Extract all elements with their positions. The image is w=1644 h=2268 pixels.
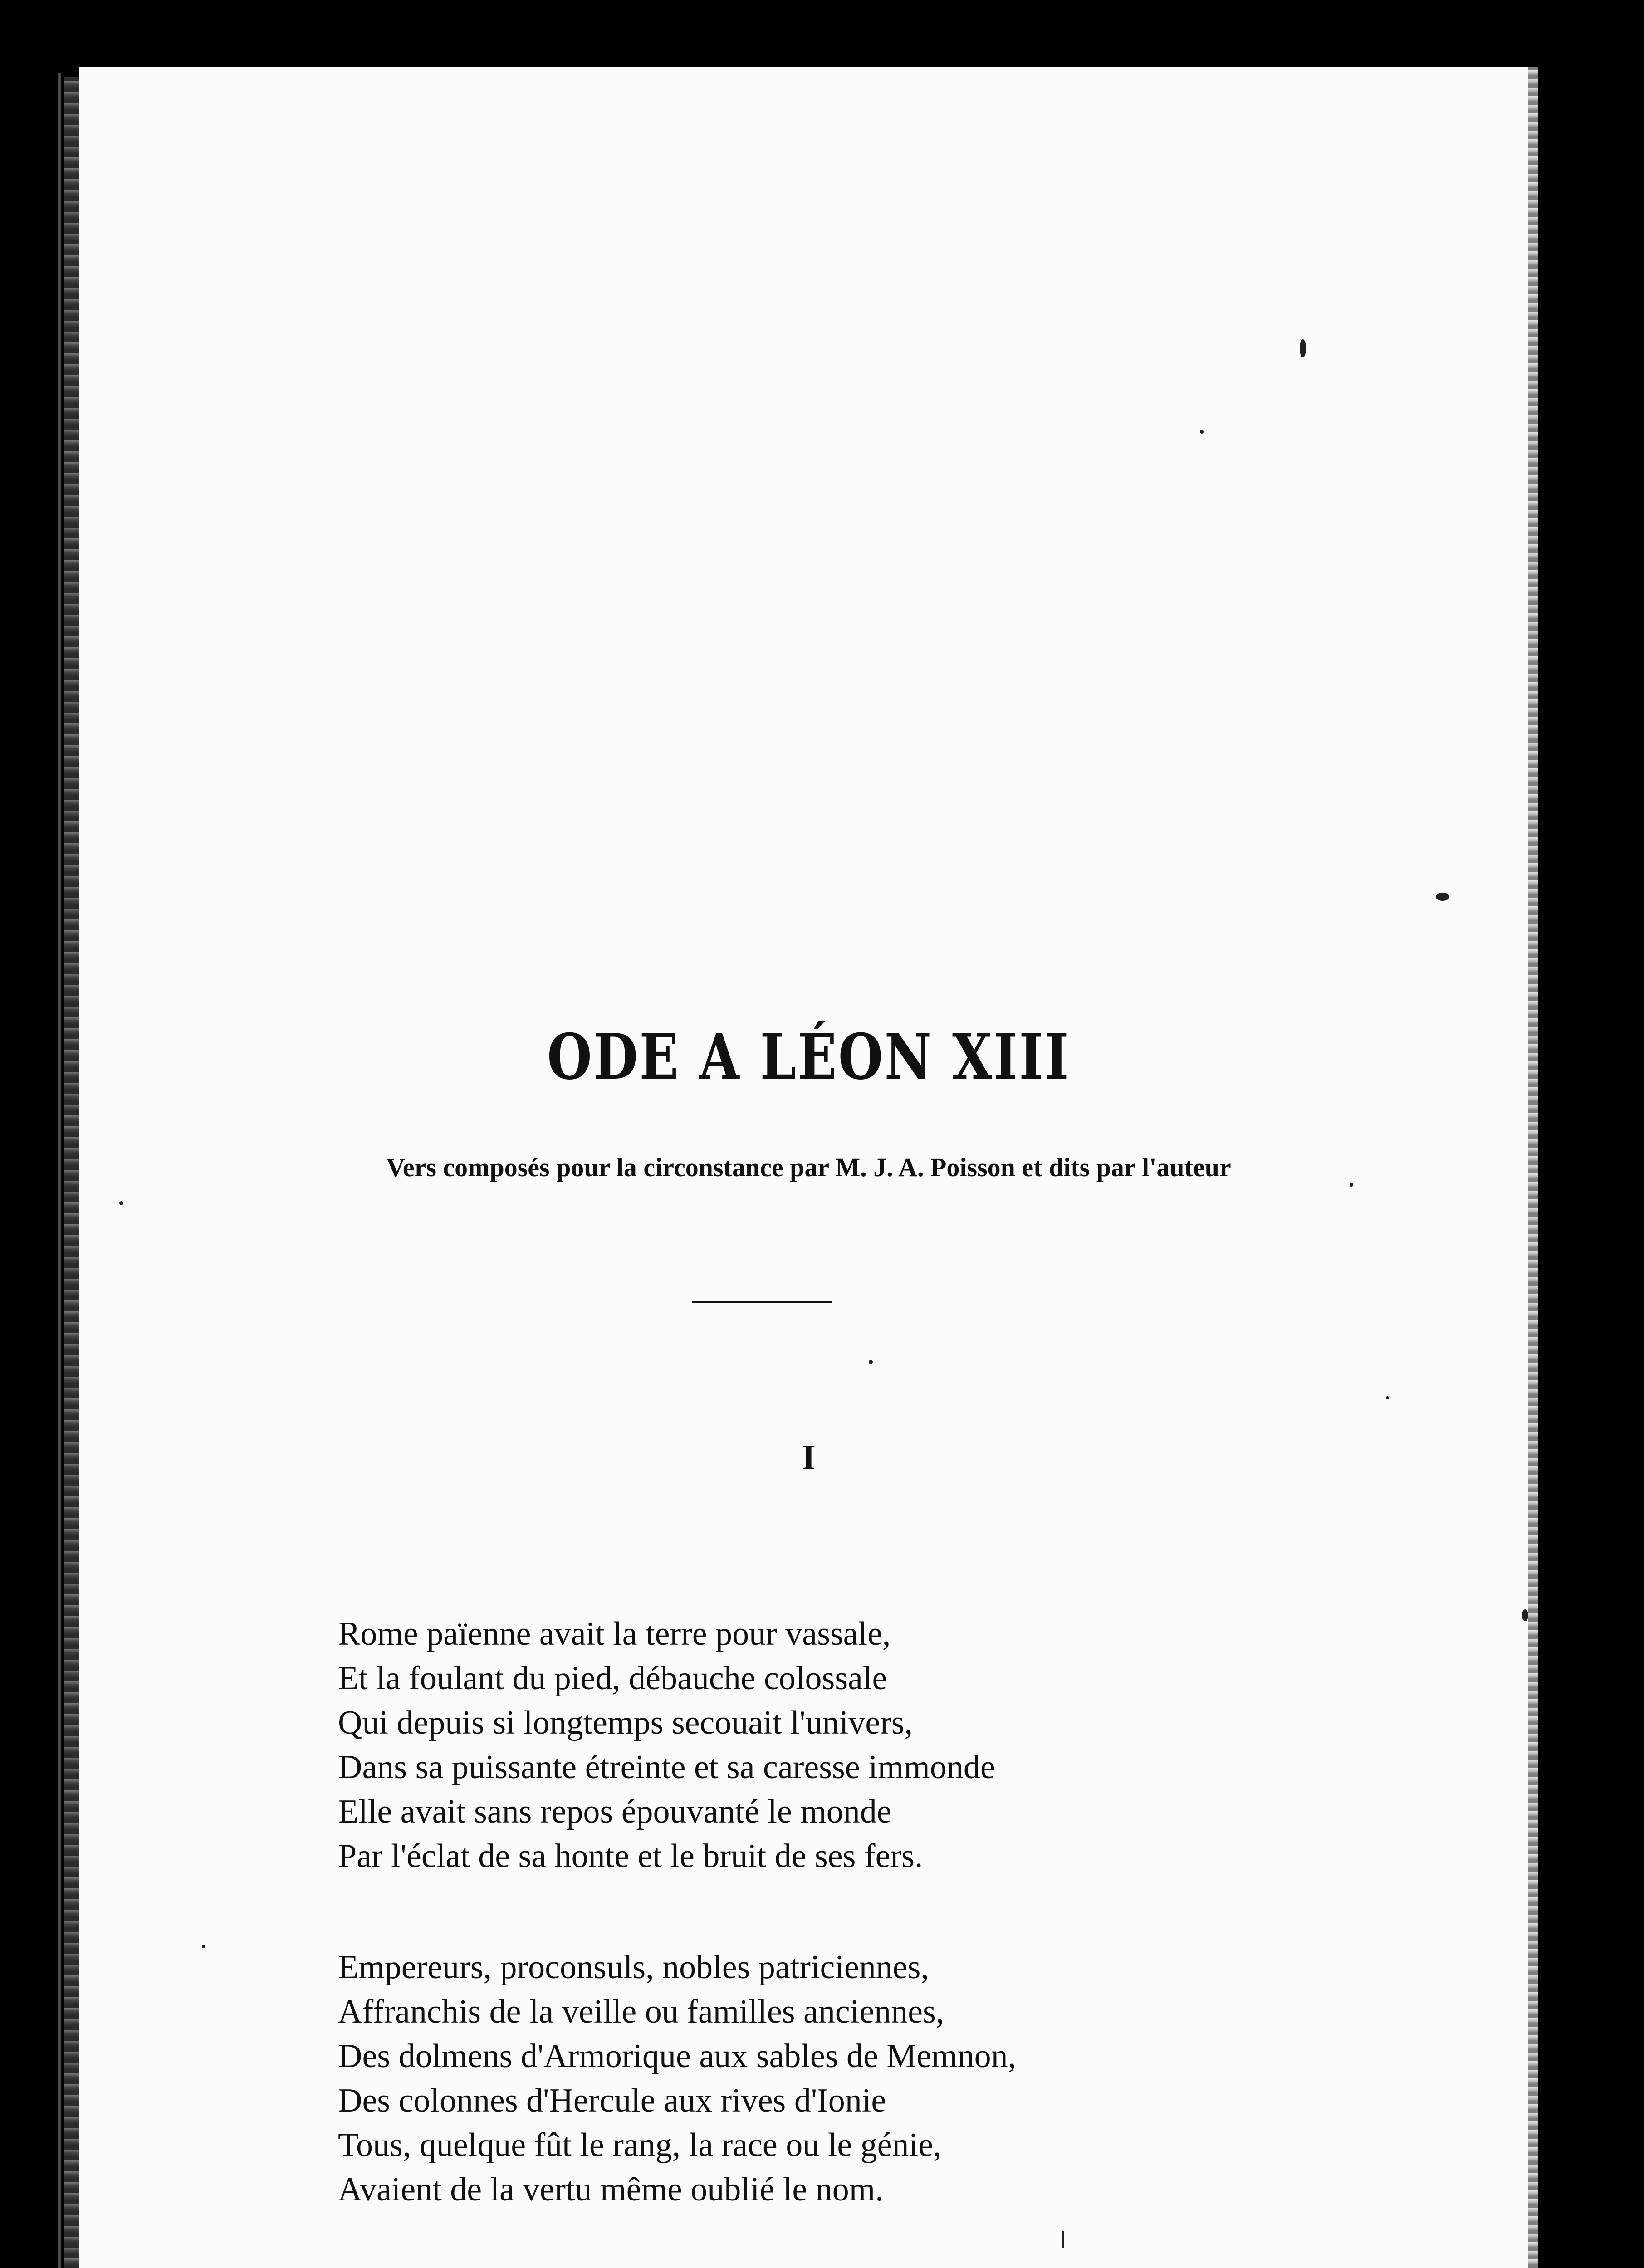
- scan-speck: [869, 1360, 873, 1364]
- page-title: ODE A LÉON XIII: [547, 1020, 1070, 1094]
- stanza: [338, 1945, 1381, 2212]
- verse-line: Des colonnes d'Hercule aux rives d'Ionie: [338, 2082, 886, 2119]
- scan-speck: [1522, 1609, 1528, 1621]
- scan-speck: [119, 1201, 123, 1205]
- scan-speck: [1062, 2231, 1064, 2248]
- scan-speck: [1436, 893, 1449, 901]
- verse-line: Affranchis de la veille ou familles anciennes,: [338, 1993, 944, 2030]
- verse-line: Par l'éclat de sa honte et le bruit de ses fers.: [338, 1838, 923, 1875]
- binding-rule: [58, 73, 61, 2268]
- verse-line: Des dolmens d'Armorique aux sables de Memnon,: [338, 2038, 1017, 2075]
- verse-line: Tous, quelque fût le rang, la race ou le génie,: [338, 2126, 942, 2164]
- binding-edge: [64, 77, 79, 2268]
- scan-speck: [1200, 430, 1204, 434]
- verse-line: Et la foulant du pied, débauche colossale: [338, 1660, 887, 1697]
- verse-line: Empereurs, proconsuls, nobles patriciennes,: [338, 1949, 929, 1986]
- section-divider: [692, 1301, 832, 1303]
- verse-line: Avaient de la vertu même oublié le nom.: [338, 2171, 884, 2208]
- scan-speck: [202, 1945, 205, 1948]
- scan-speck: [1350, 1183, 1353, 1187]
- section-number: I: [802, 1437, 816, 1477]
- page-subtitle: Vers composés pour la circonstance par M. J. A. Poisson et dits par l'auteur: [386, 1153, 1231, 1182]
- verse-line: Elle avait sans repos épouvanté le monde: [338, 1793, 892, 1830]
- verse-line: Dans sa puissante étreinte et sa caresse immonde: [338, 1749, 995, 1786]
- document-page: [79, 67, 1538, 2268]
- verse-line: Qui depuis si longtemps secouait l'univers,: [338, 1704, 913, 1741]
- scan-speck: [1300, 339, 1306, 357]
- scan-speck: [1386, 1396, 1389, 1399]
- stanza: [338, 1612, 1381, 1878]
- verse-line: Rome païenne avait la terre pour vassale,: [338, 1615, 891, 1652]
